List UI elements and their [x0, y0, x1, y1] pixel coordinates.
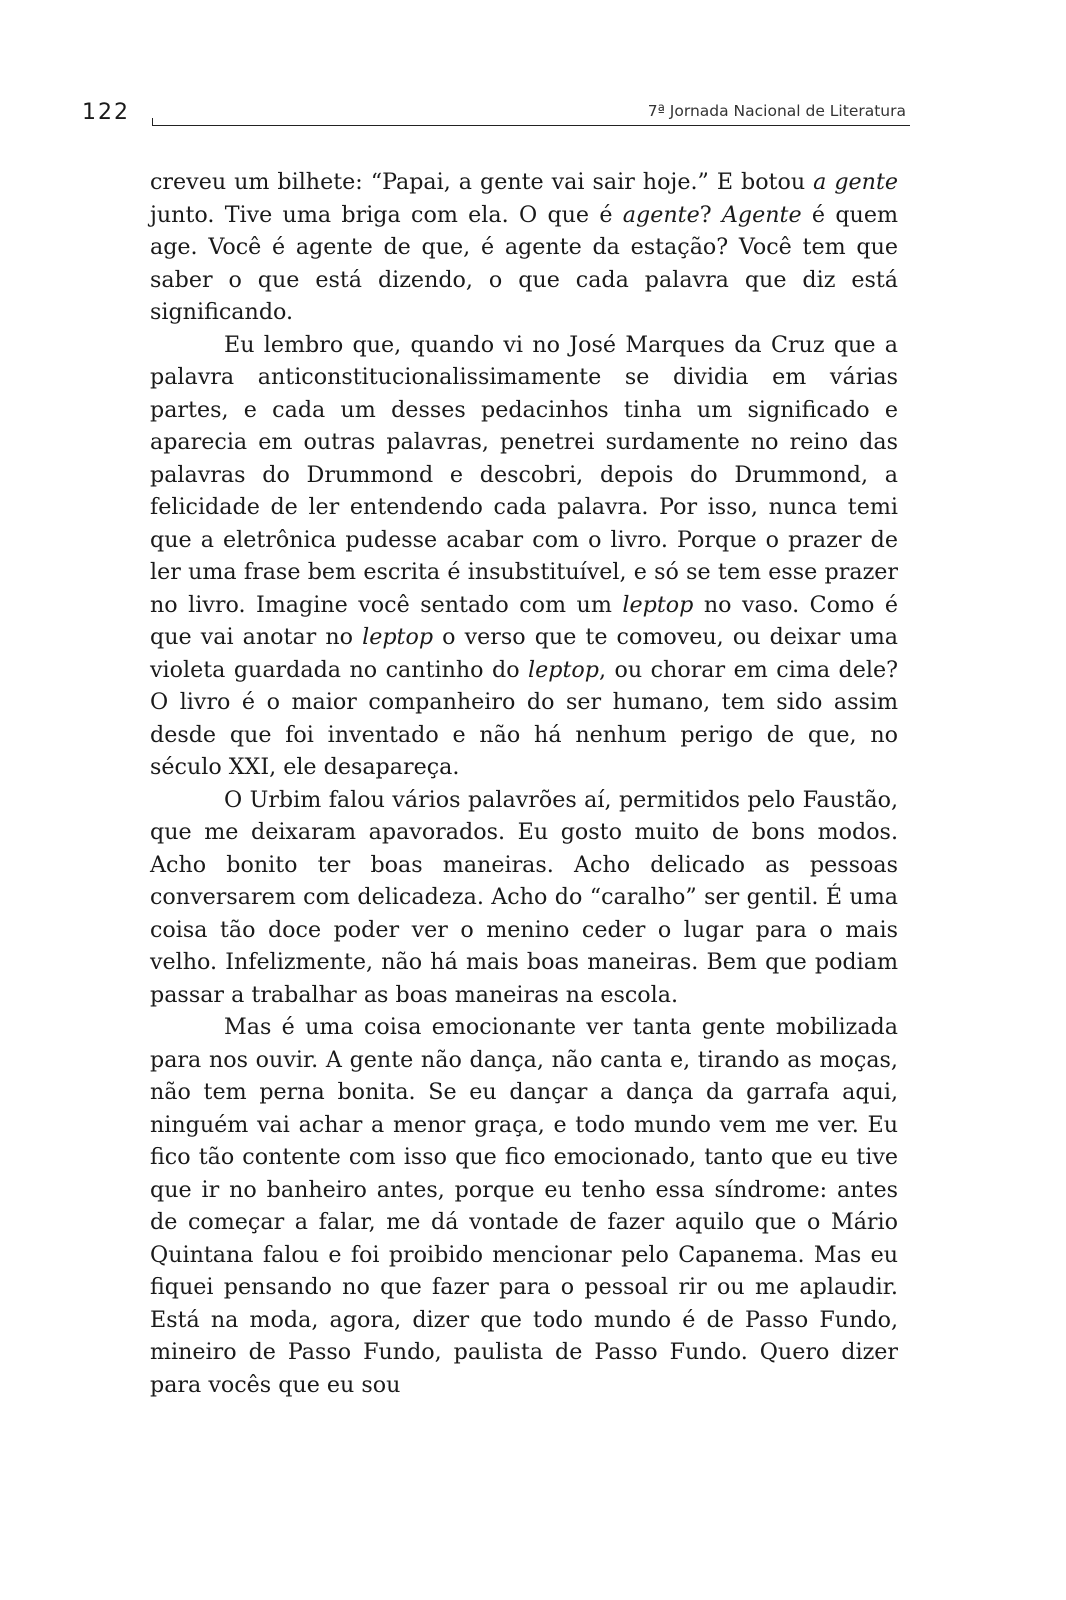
paragraph-4 [150, 1011, 898, 1401]
text-segment: O Urbim falou vários palavrões aí, permitidos pelo Faustão, que me deixaram apavorados. Eu gosto muito de bons modos. Acho bonito ter boas maneiras. Acho delicado as pessoas conversarem com delicadeza. Acho do “caralho” ser gentil. É uma coisa tão doce poder ver o menino ceder o lugar para o mais velho. Infelizmente, não há mais boas maneiras. Bem que podiam passar a trabalhar as boas maneiras na escola. [150, 786, 898, 1008]
text-segment: ? [699, 201, 722, 228]
paragraph-2 [150, 329, 898, 784]
text-segment: no vaso. Como é que vai anotar no [150, 591, 898, 650]
italic-term: agente [622, 201, 700, 228]
page-number: 122 [82, 100, 130, 125]
running-title: 7ª Jornada Nacional de Literatura [647, 102, 906, 120]
text-segment: , ou chorar em cima dele? O livro é o maior companheiro do ser humano, tem sido assim desde que foi inventado e não há nenhum perigo de que, no século XXI, ele desapareça. [150, 656, 898, 780]
italic-term: Agente [721, 201, 802, 228]
text-segment: Mas é uma coisa emocionante ver tanta gente mobilizada para nos ouvir. A gente não dança, não canta e, tirando as moças, não tem perna bonita. Se eu dançar a dança da garrafa aqui, ninguém vai achar a menor graça, e todo mundo vem me ver. Eu fico tão contente com isso que fico emocionado, tanto que eu tive que ir no banheiro antes, porque eu tenho essa síndrome: antes de começar a falar, me dá vontade de fazer aquilo que o Mário Quintana falou e foi proibido mencionar pelo Capanema. Mas eu fiquei pensando no que fazer para o pessoal rir ou me aplaudir. Está na moda, agora, dizer que todo mundo é de Passo Fundo, mineiro de Passo Fundo, paulista de Passo Fundo. Quero dizer para vocês que eu sou [150, 1014, 898, 1398]
header-rule [152, 125, 910, 126]
text-segment: creveu um bilhete: “Papai, a gente vai sair hoje.” E botou [150, 169, 814, 195]
text-segment: Eu lembro que, quando vi no José Marques da Cruz que a palavra anticonstitucionalissimamente se dividia em várias partes, e cada um desses pedacinhos tinha um significado e aparecia em outras palavras, penetrei surdamente no reino das palavras do Drummond e descobri, depois do Drummond, a felicidade de ler entendendo cada palavra. Por isso, nunca temi que a eletrônica pudesse acabar com o livro. Porque o prazer de ler uma frase bem escrita é insubstituível, e só se tem esse prazer no livro. Imagine você sentado com um [150, 331, 898, 618]
text-segment: o verso que te comoveu, ou deixar uma violeta guardada no cantinho do [150, 624, 898, 683]
text-segment: é quem age. Você é agente de que, é agente da estação? Você tem que saber o que está dizendo, o que cada palavra que diz está significando. [150, 201, 898, 325]
italic-term: leptop [362, 624, 434, 650]
body-text [150, 166, 898, 1401]
italic-term: a gente [813, 169, 898, 195]
paragraph-1 [150, 166, 898, 329]
italic-term: leptop [622, 591, 694, 618]
paragraph-3 [150, 784, 898, 1012]
text-segment: junto. Tive uma briga com ela. O que é [150, 201, 623, 228]
running-header [82, 96, 910, 132]
italic-term: leptop [528, 656, 599, 683]
